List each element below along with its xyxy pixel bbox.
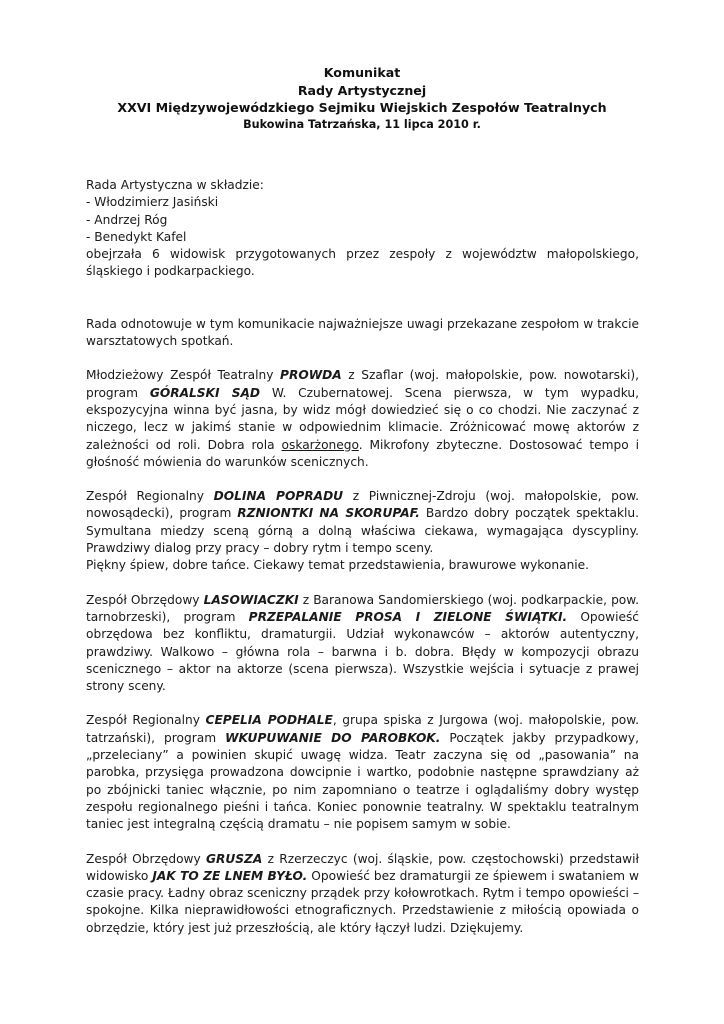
review-grusza: Zespół Obrzędowy GRUSZA z Rzerzeczyc (woj. śląskie, pow. częstochowski) przedstawił widowisko JAK TO ZE LNEM BYŁO. Opowieść bez dramaturgii ze śpiewem i swataniem w czasie pracy. Ładny obraz sceniczny prządek przy kołowrotkach. Rytm i tempo opowieści – spokojne. Kilka nieprawidłowości etnograficznych. Przedstawienie z miłością opowiada o obrzędzie, który jest już przeszłością, ale który łączył ludzi. Dziękujemy. — [86, 851, 639, 935]
troupe-name: PROWDA — [280, 368, 342, 383]
review-cepelia-podhale: Zespół Regionalny CEPELIA PODHALE, grupa spiska z Jurgowa (woj. małopolskie, pow. tatrzański), program WKUPUWANIE DO PAROBKOK. Początek jakby przypadkowy, „przeleciany” a powinien skupić uwagę widza. Teatr zaczyna się od „pasowania” na parobka, przysięga prowadzona dowcipnie i wartko, podobnie następne sprawdziany aż po zbójnicki taniec włącznie, po nim zapomniano o teatrze i oglądaliśmy dobry występ zespołu regionalnego pieśni i tańca. Koniec ponownie teatralny. W spektaklu teatralnym taniec jest integralną częścią dramatu – nie popisem samym w sobie. — [86, 713, 639, 832]
council-summary: obejrzała 6 widowisk przygotowanych przez zespoły z województw małopolskiego, śląskiego i podkarpackiego. — [86, 247, 639, 279]
header-title: Komunikat — [323, 65, 401, 80]
document-body — [86, 177, 639, 937]
header-event: XXVI Międzywojewódzkiego Sejmiku Wiejskich Zespołów Teatralnych — [117, 100, 607, 115]
review-dolina-popradu: Zespół Regionalny DOLINA POPRADU z Piwnicznej-Zdroju (woj. małopolskie, pow. nowosądecki), program RZNIONTKI NA SKORUPAF. Bardzo dobry początek spektaklu. Symultana miedzy sceną górną a dolną właściwa ciekawa, wymagająca dyscypliny. Prawdziwy dialog przy pracy – dobry rytm i tempo sceny. — [86, 489, 640, 556]
document-header — [0, 64, 724, 133]
troupe-name: CEPELIA PODHALE — [205, 713, 333, 728]
program-title: JAK TO ZE LNEM BYŁO. — [152, 868, 308, 883]
program-title: WKUPUWANIE DO PAROBKOK. — [225, 730, 441, 745]
program-title: GÓRALSKI SĄD — [149, 385, 261, 400]
underlined-word: oskarżonego — [281, 437, 359, 452]
troupe-name: DOLINA POPRADU — [213, 489, 344, 504]
troupe-name: LASOWIACZKI — [203, 592, 299, 607]
council-member: - Benedykt Kafel — [86, 229, 187, 244]
council-member: - Włodzimierz Jasiński — [86, 195, 219, 210]
council-member: - Andrzej Róg — [86, 212, 168, 227]
note-paragraph: Rada odnotowuje w tym komunikacie najważniejsze uwagi przekazane zespołom w trakcie warsztatowych spotkań. — [86, 316, 639, 349]
troupe-name: GRUSZA — [206, 851, 263, 866]
review-dolina-popradu-cont: Piękny śpiew, dobre tańce. Ciekawy temat przedstawienia, brawurowe wykonanie. — [86, 558, 590, 573]
header-council: Rady Artystycznej — [297, 82, 427, 98]
review-lasowiaczki: Zespół Obrzędowy LASOWIACZKI z Baranowa Sandomierskiego (woj. podkarpackie, pow. tarnobrzeski), program PRZEPALANIE PROSA I ZIELONE ŚWIĄTKI. Opowieść obrzędowa bez konfliktu, dramaturgii. Udział wykonawców – aktorów autentyczny, prawdziwy. Walkowo – główna rola – barwna i b. dobra. Błędy w kompozycji obrazu scenicznego – aktor na aktorze (scena pierwsza). Wszystkie wejścia i sytuacje z prawej strony sceny. — [86, 592, 640, 694]
program-title: PRZEPALANIE PROSA I ZIELONE ŚWIĄTKI. — [248, 609, 568, 624]
council-intro: Rada Artystyczna w składzie: — [86, 178, 264, 192]
header-place-date: Bukowina Tatrzańska, 11 lipca 2010 r. — [243, 117, 481, 131]
review-prowda: Młodzieżowy Zespół Teatralny PROWDA z Szaflar (woj. małopolskie, pow. nowotarski), program GÓRALSKI SĄD W. Czubernatowej. Scena pierwsza, w tym wypadku, ekspozycyjna winna być jasna, by widz mógł dowiedzieć się o co chodzi. Nie zaczynać z niczego, lecz w jakimś stanie w odpowiednim klimacie. Zróżnicować mowę aktorów z zależności od roli. Dobra rola oskarżonego. Mikrofony zbyteczne. Dostosować tempo i głośność mówienia do warunków scenicznych. — [86, 368, 639, 469]
program-title: RZNIONTKI NA SKORUPAF. — [237, 506, 420, 521]
